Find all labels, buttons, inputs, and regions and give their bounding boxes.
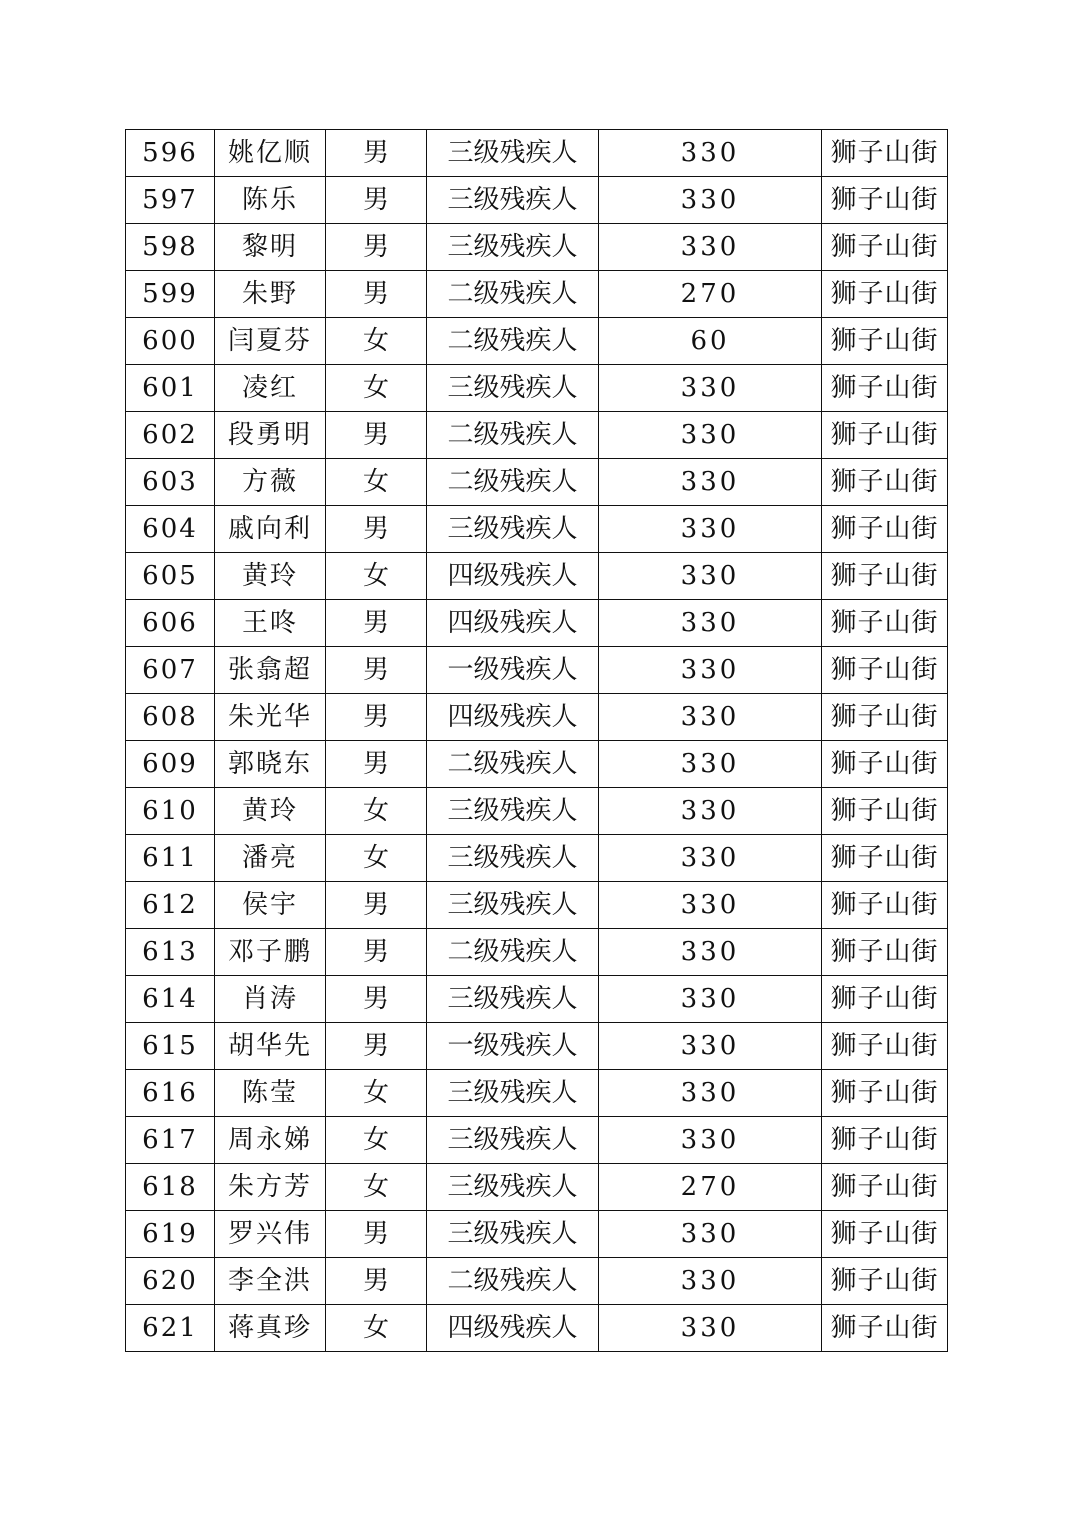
gender-cell: 男 [326, 647, 427, 694]
table-row [126, 130, 948, 177]
disability-level-cell: 三级残疾人 [427, 976, 599, 1023]
row-number-cell: 603 [126, 459, 215, 506]
name-cell: 郭晓东 [215, 741, 326, 788]
gender-cell: 男 [326, 1258, 427, 1305]
name-cell: 侯宇 [215, 882, 326, 929]
row-number-cell: 621 [126, 1305, 215, 1352]
name-cell: 李全洪 [215, 1258, 326, 1305]
gender-cell: 男 [326, 882, 427, 929]
row-number-cell: 613 [126, 929, 215, 976]
name-cell: 肖涛 [215, 976, 326, 1023]
table-row [126, 1164, 948, 1211]
street-cell: 狮子山街 [822, 976, 948, 1023]
row-number-cell: 611 [126, 835, 215, 882]
amount-cell: 330 [599, 506, 822, 553]
amount-cell: 330 [599, 976, 822, 1023]
street-cell: 狮子山街 [822, 929, 948, 976]
table-row [126, 1211, 948, 1258]
row-number-cell: 616 [126, 1070, 215, 1117]
gender-cell: 女 [326, 459, 427, 506]
name-cell: 陈莹 [215, 1070, 326, 1117]
amount-cell: 270 [599, 1164, 822, 1211]
street-cell: 狮子山街 [822, 318, 948, 365]
disability-level-cell: 二级残疾人 [427, 318, 599, 365]
gender-cell: 女 [326, 553, 427, 600]
name-cell: 周永娣 [215, 1117, 326, 1164]
table-row [126, 271, 948, 318]
disability-level-cell: 四级残疾人 [427, 553, 599, 600]
disability-level-cell: 三级残疾人 [427, 1117, 599, 1164]
amount-cell: 330 [599, 600, 822, 647]
name-cell: 姚亿顺 [215, 130, 326, 177]
row-number-cell: 605 [126, 553, 215, 600]
table-row [126, 835, 948, 882]
table-row [126, 553, 948, 600]
row-number-cell: 598 [126, 224, 215, 271]
gender-cell: 男 [326, 741, 427, 788]
name-cell: 段勇明 [215, 412, 326, 459]
name-cell: 陈乐 [215, 177, 326, 224]
name-cell: 王咚 [215, 600, 326, 647]
row-number-cell: 620 [126, 1258, 215, 1305]
disability-level-cell: 三级残疾人 [427, 835, 599, 882]
row-number-cell: 597 [126, 177, 215, 224]
disability-level-cell: 二级残疾人 [427, 1258, 599, 1305]
table-row [126, 365, 948, 412]
table-row [126, 741, 948, 788]
street-cell: 狮子山街 [822, 1117, 948, 1164]
amount-cell: 330 [599, 1211, 822, 1258]
amount-cell: 330 [599, 1070, 822, 1117]
name-cell: 张翕超 [215, 647, 326, 694]
table-row [126, 506, 948, 553]
street-cell: 狮子山街 [822, 412, 948, 459]
disability-level-cell: 二级残疾人 [427, 412, 599, 459]
street-cell: 狮子山街 [822, 835, 948, 882]
street-cell: 狮子山街 [822, 1070, 948, 1117]
gender-cell: 女 [326, 835, 427, 882]
row-number-cell: 600 [126, 318, 215, 365]
street-cell: 狮子山街 [822, 1023, 948, 1070]
amount-cell: 330 [599, 1305, 822, 1352]
table-row [126, 1023, 948, 1070]
amount-cell: 330 [599, 412, 822, 459]
amount-cell: 60 [599, 318, 822, 365]
disability-level-cell: 三级残疾人 [427, 506, 599, 553]
amount-cell: 330 [599, 835, 822, 882]
row-number-cell: 618 [126, 1164, 215, 1211]
table-row [126, 694, 948, 741]
gender-cell: 男 [326, 130, 427, 177]
amount-cell: 330 [599, 1117, 822, 1164]
disability-level-cell: 二级残疾人 [427, 271, 599, 318]
table-row [126, 177, 948, 224]
disability-level-cell: 二级残疾人 [427, 929, 599, 976]
table-row [126, 1258, 948, 1305]
disability-level-cell: 三级残疾人 [427, 130, 599, 177]
row-number-cell: 602 [126, 412, 215, 459]
name-cell: 戚向利 [215, 506, 326, 553]
gender-cell: 女 [326, 365, 427, 412]
row-number-cell: 610 [126, 788, 215, 835]
street-cell: 狮子山街 [822, 1258, 948, 1305]
street-cell: 狮子山街 [822, 177, 948, 224]
name-cell: 朱野 [215, 271, 326, 318]
street-cell: 狮子山街 [822, 600, 948, 647]
gender-cell: 男 [326, 506, 427, 553]
disability-level-cell: 四级残疾人 [427, 600, 599, 647]
street-cell: 狮子山街 [822, 741, 948, 788]
table-body [126, 130, 948, 1352]
street-cell: 狮子山街 [822, 365, 948, 412]
street-cell: 狮子山街 [822, 130, 948, 177]
amount-cell: 330 [599, 177, 822, 224]
table-row [126, 976, 948, 1023]
disability-level-cell: 三级残疾人 [427, 788, 599, 835]
table-row [126, 459, 948, 506]
row-number-cell: 614 [126, 976, 215, 1023]
name-cell: 黄玲 [215, 553, 326, 600]
disability-level-cell: 一级残疾人 [427, 1023, 599, 1070]
row-number-cell: 596 [126, 130, 215, 177]
name-cell: 方薇 [215, 459, 326, 506]
amount-cell: 330 [599, 929, 822, 976]
table-row [126, 647, 948, 694]
gender-cell: 男 [326, 177, 427, 224]
amount-cell: 330 [599, 647, 822, 694]
row-number-cell: 615 [126, 1023, 215, 1070]
street-cell: 狮子山街 [822, 694, 948, 741]
disability-level-cell: 二级残疾人 [427, 741, 599, 788]
amount-cell: 330 [599, 553, 822, 600]
gender-cell: 女 [326, 1305, 427, 1352]
disability-level-cell: 三级残疾人 [427, 177, 599, 224]
name-cell: 邓子鹏 [215, 929, 326, 976]
street-cell: 狮子山街 [822, 224, 948, 271]
street-cell: 狮子山街 [822, 271, 948, 318]
street-cell: 狮子山街 [822, 459, 948, 506]
name-cell: 潘亮 [215, 835, 326, 882]
row-number-cell: 612 [126, 882, 215, 929]
street-cell: 狮子山街 [822, 1305, 948, 1352]
row-number-cell: 617 [126, 1117, 215, 1164]
table-row [126, 1305, 948, 1352]
disability-level-cell: 三级残疾人 [427, 365, 599, 412]
name-cell: 朱方芳 [215, 1164, 326, 1211]
gender-cell: 男 [326, 1023, 427, 1070]
street-cell: 狮子山街 [822, 553, 948, 600]
row-number-cell: 606 [126, 600, 215, 647]
gender-cell: 男 [326, 929, 427, 976]
disability-level-cell: 三级残疾人 [427, 1211, 599, 1258]
amount-cell: 330 [599, 365, 822, 412]
table-row [126, 788, 948, 835]
name-cell: 罗兴伟 [215, 1211, 326, 1258]
street-cell: 狮子山街 [822, 506, 948, 553]
disability-level-cell: 三级残疾人 [427, 224, 599, 271]
disability-level-cell: 四级残疾人 [427, 1305, 599, 1352]
disability-level-cell: 二级残疾人 [427, 459, 599, 506]
disability-level-cell: 三级残疾人 [427, 1164, 599, 1211]
disability-level-cell: 四级残疾人 [427, 694, 599, 741]
table-row [126, 929, 948, 976]
gender-cell: 男 [326, 976, 427, 1023]
table-row [126, 318, 948, 365]
street-cell: 狮子山街 [822, 1211, 948, 1258]
name-cell: 蒋真珍 [215, 1305, 326, 1352]
amount-cell: 330 [599, 694, 822, 741]
name-cell: 朱光华 [215, 694, 326, 741]
amount-cell: 330 [599, 224, 822, 271]
amount-cell: 330 [599, 1258, 822, 1305]
row-number-cell: 604 [126, 506, 215, 553]
row-number-cell: 608 [126, 694, 215, 741]
street-cell: 狮子山街 [822, 1164, 948, 1211]
disability-level-cell: 三级残疾人 [427, 1070, 599, 1117]
gender-cell: 男 [326, 224, 427, 271]
amount-cell: 330 [599, 1023, 822, 1070]
disability-level-cell: 三级残疾人 [427, 882, 599, 929]
amount-cell: 330 [599, 741, 822, 788]
gender-cell: 男 [326, 271, 427, 318]
gender-cell: 女 [326, 1070, 427, 1117]
name-cell: 凌红 [215, 365, 326, 412]
amount-cell: 330 [599, 459, 822, 506]
table-row [126, 412, 948, 459]
street-cell: 狮子山街 [822, 788, 948, 835]
name-cell: 黄玲 [215, 788, 326, 835]
table-row [126, 882, 948, 929]
row-number-cell: 607 [126, 647, 215, 694]
row-number-cell: 599 [126, 271, 215, 318]
gender-cell: 女 [326, 788, 427, 835]
gender-cell: 男 [326, 1211, 427, 1258]
amount-cell: 330 [599, 882, 822, 929]
amount-cell: 270 [599, 271, 822, 318]
amount-cell: 330 [599, 788, 822, 835]
name-cell: 黎明 [215, 224, 326, 271]
name-cell: 闫夏芬 [215, 318, 326, 365]
table-row [126, 1117, 948, 1164]
gender-cell: 男 [326, 600, 427, 647]
table-row [126, 600, 948, 647]
row-number-cell: 609 [126, 741, 215, 788]
gender-cell: 女 [326, 1117, 427, 1164]
gender-cell: 男 [326, 694, 427, 741]
table-row [126, 1070, 948, 1117]
name-cell: 胡华先 [215, 1023, 326, 1070]
disability-level-cell: 一级残疾人 [427, 647, 599, 694]
gender-cell: 女 [326, 318, 427, 365]
table-row [126, 224, 948, 271]
street-cell: 狮子山街 [822, 882, 948, 929]
row-number-cell: 601 [126, 365, 215, 412]
gender-cell: 女 [326, 1164, 427, 1211]
row-number-cell: 619 [126, 1211, 215, 1258]
beneficiary-table [125, 129, 948, 1352]
amount-cell: 330 [599, 130, 822, 177]
street-cell: 狮子山街 [822, 647, 948, 694]
gender-cell: 男 [326, 412, 427, 459]
